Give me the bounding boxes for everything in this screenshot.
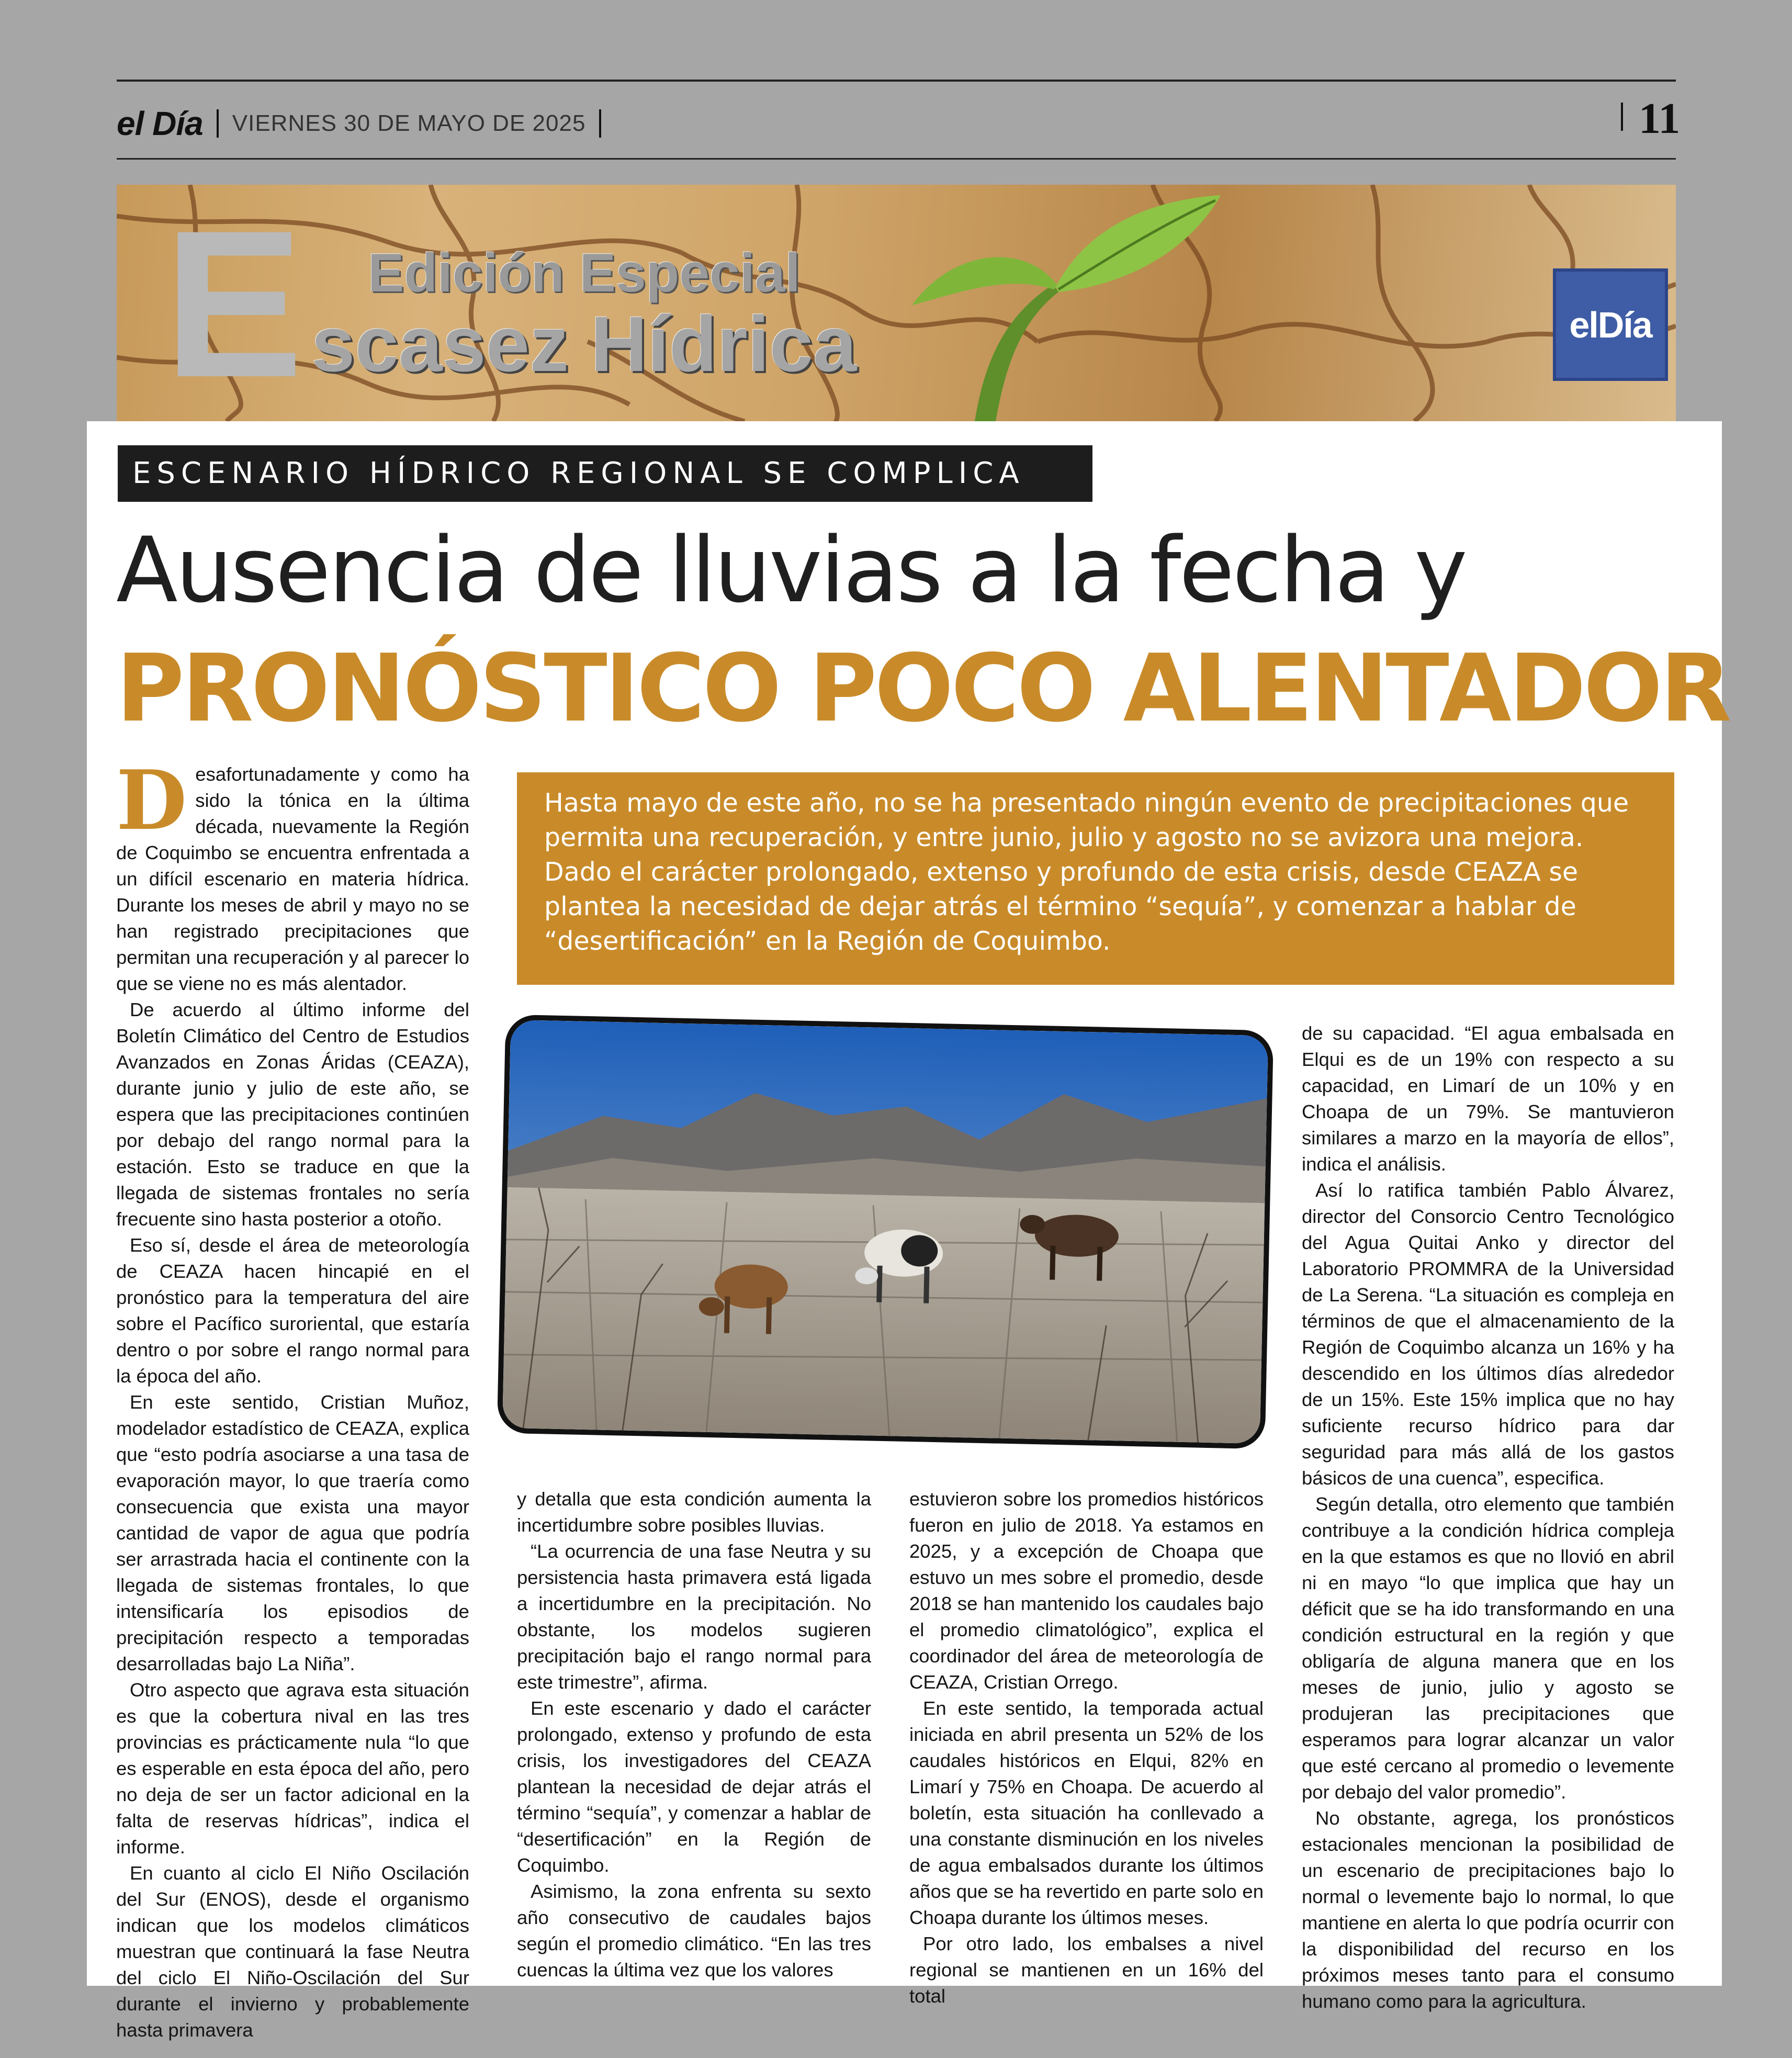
paragraph-text: esafortunadamente y como ha sido la tónica en la última década, nuevamente la Región de Coquimbo se encuentra enfrentada a un difícil escenario en materia hídrica. Durante los meses de abril y mayo no se han registrado precipitaciones que permitan una recuperación y al parecer lo que se viene no es más alentador. <box>116 763 469 994</box>
issue-date: VIERNES 30 DE MAYO DE 2025 <box>232 110 586 136</box>
lead-callout: Hasta mayo de este año, no se ha presentado ningún evento de precipitaciones que permita una recuperación, y entre junio, julio y agosto no se avizora una mejora. Dado el carácter prolongado, extenso y profundo de esta crisis, desde CEAZA se plantea la necesidad de dejar atrás el término “sequía”, y comenzar a hablar de “desertificación” en la Región de Coquimbo. <box>517 772 1674 985</box>
header-divider <box>217 109 219 138</box>
paragraph: y detalla que esta condición aumenta la incertidumbre sobre posibles lluvias. <box>517 1488 871 1536</box>
header-top-rule <box>117 80 1676 82</box>
paragraph: De acuerdo al último informe del Boletín Climático del Centro de Estudios Avanzados en Zonas Áridas (CEAZA), durante junio y julio de este año, se espera que las precipitaciones continúen por debajo del rango normal para la estación. Esto se traduce en que la llegada de sistemas frontales no sería frecuente sino hasta posterior a otoño. <box>116 999 469 1230</box>
banner-edition-label: Edición Especial <box>368 243 801 303</box>
paragraph: No obstante, agrega, los pronósticos estacionales mencionan la posibilidad de un escenario de precipitaciones bajo lo normal o levemente bajo lo normal, lo que mantiene en alerta lo que podría ocurrir con la disponibilidad del recurso en los próximos meses tanto para el consumo humano como para la agricultura. <box>1302 1807 1674 2012</box>
paragraph: Por otro lado, los embalses a nivel regional se mantienen en un 16% del total <box>909 1933 1264 2007</box>
header-bottom-rule <box>117 158 1676 160</box>
logo-text: elDía <box>1569 304 1652 345</box>
paragraph: Eso sí, desde el área de meteorología de CEAZA hacen hincapié en el pronóstico para la temperatura del aire sobre el Pacífico suroriental, que estaría dentro o por sobre el rango normal para la época del año. <box>116 1234 469 1387</box>
paragraph: estuvieron sobre los promedios históricos fueron en julio de 2018. Ya estamos en 2025, y a excepción de Choapa que estuvo un mes sobre el promedio, desde 2018 se han mantenido los caudales bajo el promedio climatológico”, explica el coordinador del área de meteorología de CEAZA, Cristian Orrego. <box>909 1488 1264 1693</box>
eldia-logo <box>1553 268 1668 381</box>
paragraph: En cuanto al ciclo El Niño Oscilación del Sur (ENOS), desde el organismo indican que los modelos climáticos muestran que continuará la fase Neutra del ciclo El Niño-Oscilación del Sur durante el invierno y probablemente hasta primavera <box>116 1862 469 2041</box>
newspaper-brand: el Día <box>117 105 203 142</box>
article-column-4 <box>1302 1020 1674 2012</box>
paragraph: En este sentido, la temporada actual iniciada en abril presenta un 52% de los caudales históricos en Elqui, 82% en Limarí y 75% en Choapa. De acuerdo al boletín, esta situación ha conllevado a una constante disminución en los niveles de agua embalsados durante los últimos años que se ha revertido en parte solo en Choapa durante los últimos meses. <box>909 1697 1264 1928</box>
paragraph: Según detalla, otro elemento que también contribuye a la condición hídrica compleja en la que estamos es que no llovió en abril ni en mayo “lo que implica que hay un déficit que se ha ido transformando en una condición estructural en la región y que obligaría de alguna manera que en los meses de junio, julio y agosto se produjeran las precipitaciones que esperamos para lograr alcanzar un valor que esté cercano al promedio o levemente por debajo del valor promedio”. <box>1302 1493 1674 1803</box>
drop-cap: D <box>116 752 187 848</box>
paragraph: de su capacidad. “El agua embalsada en Elqui es de un 19% con respecto a su capacidad, en Limarí de un 10% y en Choapa de un 79%. Se mantuvieron similares a marzo en la mayoría de ellos”, indica el análisis. <box>1302 1022 1674 1175</box>
page-number-divider <box>1621 103 1623 131</box>
article-column-1 <box>116 752 469 2041</box>
paragraph: Así lo ratifica también Pablo Álvarez, director del Consorcio Centro Tecnológico del Agua Quitai Anko y director del Laboratorio PROMMRA de la Universidad de La Serena. “La situación es compleja en términos de que el almacenamiento de la Región de Coquimbo alcanza un 16% y ha descendido en los últimos días alrededor de un 15%. Este 15% implica que no hay suficiente recurso hídrico para dar seguridad para más allá de los gastos básicos de una cuenca”, especifica. <box>1302 1179 1674 1489</box>
article-column-3 <box>909 1486 1264 2007</box>
headline-line-1: Ausencia de lluvias a la fecha y <box>116 518 1466 623</box>
banner-edition-title: scasez Hídrica <box>311 300 857 388</box>
special-edition-banner <box>117 185 1676 421</box>
paragraph: Otro aspecto que agrava esta situación es que la cobertura nival en las tres provincias es prácticamente nula “lo que es esperable en esta época del año, pero no deja de ser un factor adicional en la falta de reservas hídricas”, indica el informe. <box>116 1679 469 1858</box>
paragraph: “La ocurrencia de una fase Neutra y su persistencia hasta primavera está ligada a incertidumbre en la precipitación. No obstante, los modelos sugieren precipitación bajo el rango normal para este trimestre”, afirma. <box>517 1540 871 1693</box>
paragraph: En este sentido, Cristian Muñoz, modelador estadístico de CEAZA, explica que “esto podría asociarse a una tasa de evaporación mayor, lo que traería como consecuencia que exista una mayor cantidad de vapor de agua que podría ser arrastrada hacia el continente con la llegada de sistemas frontales, lo que intensificaría los episodios de precipitación respecto a temporadas desarrolladas bajo La Niña”. <box>116 1391 469 1674</box>
goats-on-dry-reservoir-photo <box>502 1020 1268 1444</box>
paragraph: En este escenario y dado el carácter prolongado, extenso y profundo de esta crisis, los investigadores del CEAZA plantean la necesidad de dejar atrás el término “sequía”, y comenzar a hablar de “desertificación” en la Región de Coquimbo. <box>517 1697 871 1876</box>
article-kicker: ESCENARIO HÍDRICO REGIONAL SE COMPLICA <box>118 445 1092 502</box>
article-column-2 <box>517 1486 871 1981</box>
header-divider <box>599 109 601 138</box>
paragraph: Asimismo, la zona enfrenta su sexto año consecutivo de caudales bajos según el promedio climático. “En las tres cuencas la última vez que los valores <box>517 1881 871 1981</box>
article-photo <box>497 1015 1273 1449</box>
page-header <box>117 103 615 144</box>
paragraph <box>116 752 469 997</box>
page-number: 11 <box>1639 94 1681 143</box>
banner-big-letter: E <box>164 187 303 421</box>
headline-line-2: PRONÓSTICO POCO ALENTADOR <box>116 634 1729 743</box>
